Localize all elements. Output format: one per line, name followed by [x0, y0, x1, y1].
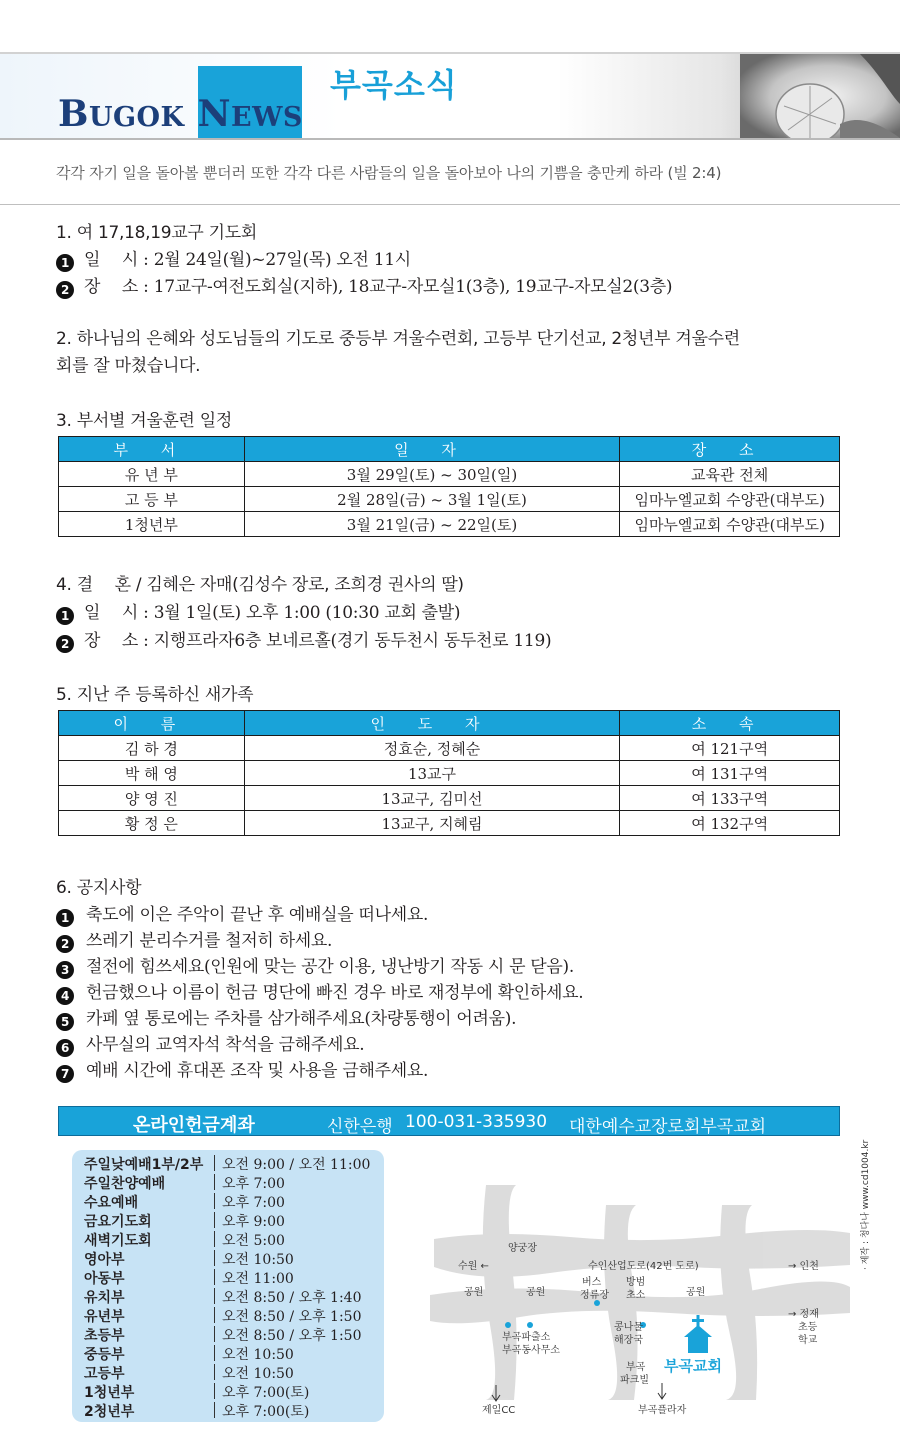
schedule-time: 오후 9:00	[222, 1214, 285, 1230]
section-1-item-place: 2 장 소 : 17교구-여전도회실(지하), 18교구-자모실1(3층), 19교구-자모실2(3층)	[56, 272, 672, 299]
church-label: 부곡교회	[664, 1357, 722, 1375]
schedule-time: 오전 10:50	[222, 1366, 294, 1382]
table-row: 유 년 부 3월 29일(토) ~ 30일(일) 교육관 전체	[59, 462, 840, 487]
notice-item: 1 축도에 이은 주악이 끝난 후 예배실을 떠나세요.	[56, 900, 428, 927]
map-label: 공원	[464, 1287, 484, 1298]
col-header-date: 일 자	[244, 437, 620, 462]
notice-item: 7 예배 시간에 휴대폰 조작 및 사용을 금해주세요.	[56, 1056, 428, 1083]
schedule-divider	[214, 1174, 215, 1190]
account-number: 100-031-335930	[405, 1112, 548, 1132]
map-label: 초소	[626, 1290, 646, 1301]
schedule-service-name: 주일찬양예배	[84, 1176, 166, 1192]
winter-training-table	[58, 436, 840, 537]
map-label: → 인천	[788, 1261, 819, 1272]
church-icon	[684, 1315, 712, 1353]
table-header-row	[59, 437, 840, 462]
schedule-time: 오전 8:50 / 오후 1:50	[222, 1328, 362, 1344]
table-header-row	[59, 711, 840, 736]
schedule-service-name: 금요기도회	[84, 1214, 152, 1230]
schedule-service-name: 1청년부	[84, 1385, 135, 1401]
col-header-group: 소 속	[620, 711, 840, 736]
map-label: 파크빌	[620, 1375, 649, 1386]
notice-item: 4 헌금했으나 이름이 헌금 명단에 빠진 경우 바로 재정부에 확인하세요.	[56, 978, 583, 1005]
schedule-service-name: 주일낮예배1부/2부	[84, 1157, 204, 1173]
table-row: 황 정 은 13교구, 지혜림 여 132구역	[59, 811, 840, 836]
notice-item: 6 사무실의 교역자석 착석을 금해주세요.	[56, 1030, 364, 1057]
schedule-divider	[214, 1288, 215, 1304]
table-row: 박 해 영 13교구 여 131구역	[59, 761, 840, 786]
schedule-time: 오후 7:00(토)	[222, 1385, 310, 1401]
map-label: 정류장	[580, 1290, 609, 1301]
schedule-service-name: 유치부	[84, 1290, 125, 1306]
schedule-time: 오전 5:00	[222, 1233, 285, 1249]
schedule-divider	[214, 1250, 215, 1266]
new-family-table	[58, 710, 840, 836]
map-label: 부곡플라자	[638, 1405, 687, 1416]
notice-item: 3 절전에 힘쓰세요(인원에 맞는 공간 이용, 냉난방기 작동 시 문 닫음).	[56, 952, 574, 979]
table-row: 김 하 경 정효순, 정혜순 여 121구역	[59, 736, 840, 761]
number-2-icon: 2	[56, 635, 74, 653]
number-2-icon: 2	[56, 281, 74, 299]
offering-title: 온라인헌금계좌	[133, 1115, 255, 1136]
schedule-time: 오후 7:00	[222, 1195, 285, 1211]
church-location-map	[430, 1175, 850, 1420]
schedule-divider	[214, 1326, 215, 1342]
map-label: 해장국	[614, 1335, 643, 1346]
map-label: 방범	[626, 1277, 646, 1288]
table-row: 고 등 부 2월 28일(금) ~ 3월 1일(토) 임마누엘교회 수양관(대부도)	[59, 487, 840, 512]
schedule-time: 오전 8:50 / 오후 1:40	[222, 1290, 362, 1306]
bugok-news-logo: BUGOK NEWS	[58, 93, 303, 135]
section-1-item-time: 1 일 시 : 2월 24일(월)~27일(목) 오전 11시	[56, 245, 411, 272]
section-6-heading: 6. 공지사항	[56, 878, 142, 898]
schedule-service-name: 수요예배	[84, 1195, 139, 1211]
section-2-line-2: 회를 잘 마쳤습니다.	[56, 356, 201, 376]
schedule-service-name: 아동부	[84, 1271, 125, 1287]
notice-item: 2 쓰레기 분리수거를 철저히 하세요.	[56, 926, 332, 953]
producer-credit: · 제작 : 청다나 www.cd1004.kr	[861, 1139, 871, 1270]
number-7-icon: 7	[56, 1065, 74, 1083]
map-label: → 정재	[788, 1309, 819, 1320]
schedule-service-name: 고등부	[84, 1366, 125, 1382]
map-label: 수인산업도로(42번 도로)	[588, 1261, 699, 1272]
col-header-name: 이 름	[59, 711, 245, 736]
map-label: 공원	[526, 1287, 546, 1298]
schedule-service-name: 영아부	[84, 1252, 125, 1268]
map-label: 수원 ←	[458, 1261, 489, 1272]
schedule-divider	[214, 1231, 215, 1247]
map-label: 콩나물	[614, 1322, 643, 1333]
map-label: 양궁장	[508, 1243, 537, 1254]
schedule-divider	[214, 1345, 215, 1361]
schedule-time: 오전 11:00	[222, 1271, 294, 1287]
table-row: 1청년부 3월 21일(금) ~ 22일(토) 임마누엘교회 수양관(대부도)	[59, 512, 840, 537]
scripture-verse: 각각 자기 일을 돌아볼 뿐더러 또한 각각 다른 사람들의 일을 돌아보아 나의 기쁨을 충만케 하라 (빌 2:4)	[56, 164, 722, 182]
verse-divider	[0, 204, 900, 205]
table-row: 양 영 진 13교구, 김미선 여 133구역	[59, 786, 840, 811]
section-5-heading: 5. 지난 주 등록하신 새가족	[56, 685, 254, 705]
col-header-place: 장 소	[620, 437, 840, 462]
header-bottom-rule	[0, 138, 900, 140]
map-label: 초등	[798, 1322, 818, 1333]
schedule-service-name: 초등부	[84, 1328, 125, 1344]
page-title: 부곡소식	[330, 66, 458, 104]
schedule-time: 오전 10:50	[222, 1252, 294, 1268]
schedule-divider	[214, 1402, 215, 1418]
schedule-divider	[214, 1307, 215, 1323]
map-label: 부곡동사무소	[502, 1345, 560, 1356]
map-label: 공원	[686, 1287, 706, 1298]
number-1-icon: 1	[56, 607, 74, 625]
notice-item: 5 카페 옆 통로에는 주차를 삼가해주세요(차량통행이 어려움).	[56, 1004, 516, 1031]
number-6-icon: 6	[56, 1039, 74, 1057]
map-label: 학교	[798, 1335, 818, 1346]
schedule-divider	[214, 1383, 215, 1399]
map-label: 제일CC	[482, 1405, 516, 1416]
section-1-heading: 1. 여 17,18,19교구 기도회	[56, 223, 257, 243]
map-label: 버스	[582, 1277, 602, 1288]
schedule-service-name: 중등부	[84, 1347, 125, 1363]
schedule-service-name: 유년부	[84, 1309, 125, 1325]
schedule-service-name: 2청년부	[84, 1404, 135, 1420]
number-1-icon: 1	[56, 254, 74, 272]
schedule-time: 오전 8:50 / 오후 1:50	[222, 1309, 362, 1325]
schedule-divider	[214, 1364, 215, 1380]
online-offering-bar	[58, 1106, 840, 1136]
section-2-line-1: 2. 하나님의 은혜와 성도님들의 기도로 중등부 겨울수련회, 고등부 단기선교, 2청년부 겨울수련	[56, 329, 740, 349]
number-4-icon: 4	[56, 987, 74, 1005]
number-1-icon: 1	[56, 909, 74, 927]
schedule-divider	[214, 1269, 215, 1285]
schedule-time: 오전 9:00 / 오전 11:00	[222, 1157, 371, 1173]
col-header-dept: 부 서	[59, 437, 245, 462]
schedule-divider	[214, 1155, 215, 1171]
bank-name: 신한은행	[327, 1117, 393, 1137]
schedule-time: 오후 7:00(토)	[222, 1404, 310, 1420]
section-4-item-place: 2 장 소 : 지행프라자6층 보네르홀(경기 동두천시 동두천로 119)	[56, 626, 551, 653]
schedule-time: 오전 10:50	[222, 1347, 294, 1363]
col-header-guide: 인 도 자	[244, 711, 620, 736]
schedule-service-name: 새벽기도회	[84, 1233, 152, 1249]
map-label: 부곡파출소	[502, 1332, 551, 1343]
number-5-icon: 5	[56, 1013, 74, 1031]
map-label: 부곡	[626, 1362, 646, 1373]
number-3-icon: 3	[56, 961, 74, 979]
schedule-divider	[214, 1193, 215, 1209]
leaf-photo-decoration	[740, 54, 900, 138]
account-owner: 대한예수교장로회부곡교회	[569, 1117, 767, 1137]
number-2-icon: 2	[56, 935, 74, 953]
schedule-time: 오후 7:00	[222, 1176, 285, 1192]
section-3-heading: 3. 부서별 겨울훈련 일정	[56, 411, 233, 431]
section-4-heading: 4. 결 혼 / 김혜은 자매(김성수 장로, 조희경 권사의 딸)	[56, 575, 464, 595]
schedule-divider	[214, 1212, 215, 1228]
section-4-item-time: 1 일 시 : 3월 1일(토) 오후 1:00 (10:30 교회 출발)	[56, 598, 460, 625]
